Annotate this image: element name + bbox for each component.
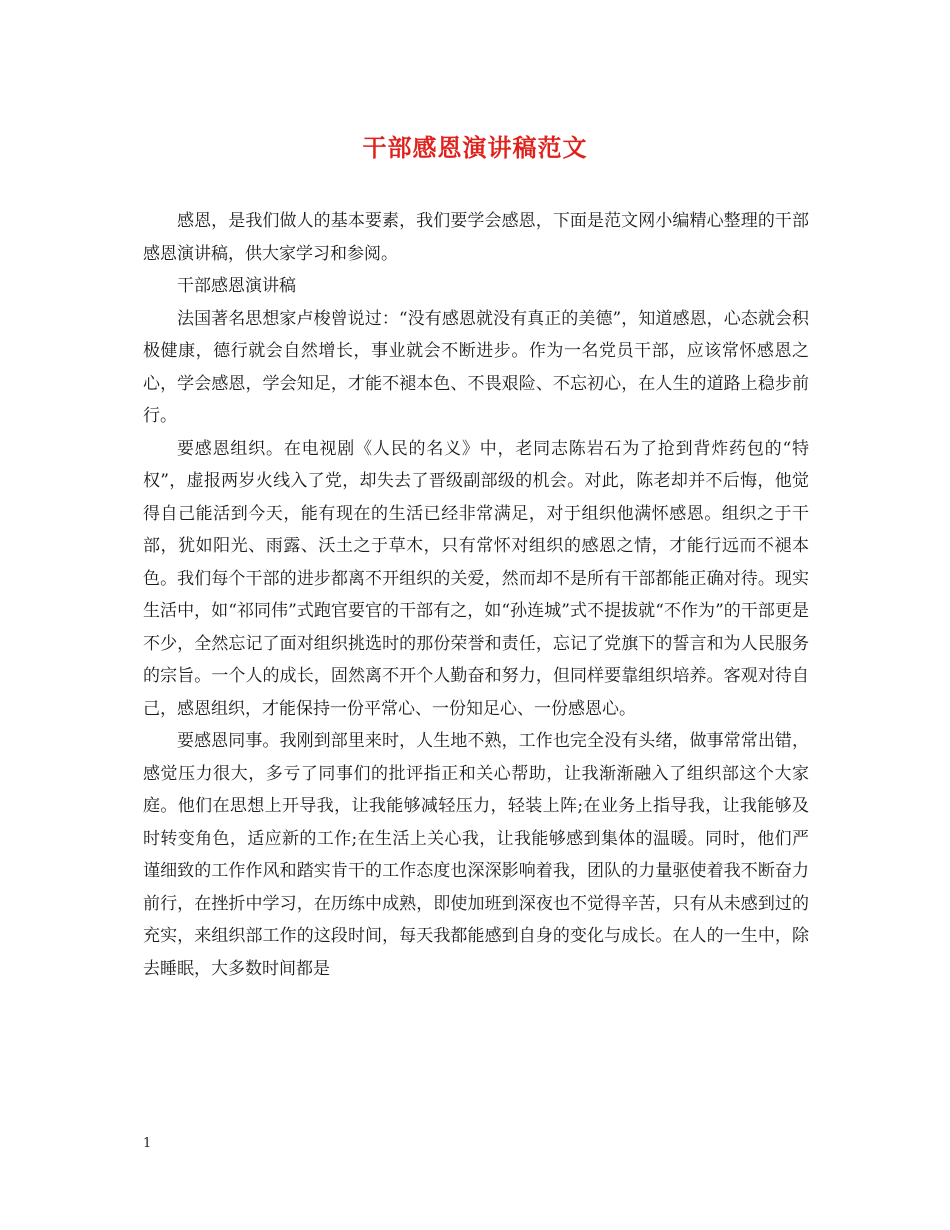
body-paragraph: 法国著名思想家卢梭曾说过：“没有感恩就没有真正的美德”，知道感恩，心态就会积极健康，德行就会自然增长，事业就会不断进步。作为一名党员干部，应该常怀感恩之心，学会感恩，学会知足，才能不褪本色、不畏艰险、不忘初心，在人生的道路上稳步前行。 (143, 308, 809, 426)
page-number: 1 (143, 1136, 152, 1151)
intro-paragraph: 感恩，是我们做人的基本要素，我们要学会感恩，下面是范文网小编精心整理的干部感恩演讲稿，供大家学习和参阅。 (143, 211, 809, 264)
document-title: 干部感恩演讲稿范文 (362, 133, 588, 162)
section-heading: 干部感恩演讲稿 (177, 276, 296, 296)
body-paragraph: 要感恩同事。我刚到部里来时，人生地不熟，工作也完全没有头绪，做事常常出错，感觉压力很大，多亏了同事们的批评指正和关心帮助，让我渐渐融入了组织部这个大家庭。他们在思想上开导我，让我能够减轻压力，轻装上阵;在业务上指导我，让我能够及时转变角色，适应新的工作;在生活上关心我，让我能够感到集体的温暖。同时，他们严谨细致的工作作风和踏实肯干的工作态度也深深影响着我，团队的力量驱使着我不断奋力前行，在挫折中学习，在历练中成熟，即使加班到深夜也不觉得辛苦，只有从未感到过的充实，来组织部工作的这段时间，每天我都能感到自身的变化与成长。在人的一生中，除去睡眠，大多数时间都是 (143, 731, 809, 979)
document-body (143, 205, 809, 985)
body-paragraph: 要感恩组织。在电视剧《人民的名义》中，老同志陈岩石为了抢到背炸药包的“特权”，虚报两岁火线入了党，却失去了晋级副部级的机会。对此，陈老却并不后悔，他觉得自己能活到今天，能有现在的生活已经非常满足，对于组织他满怀感恩。组织之于干部，犹如阳光、雨露、沃土之于草木，只有常怀对组织的感恩之情，才能行远而不褪本色。我们每个干部的进步都离不开组织的关爱，然而却不是所有干部都能正确对待。现实生活中，如“祁同伟”式跑官要官的干部有之，如“孙连城”式不提拔就“不作为”的干部更是不少，全然忘记了面对组织挑选时的那份荣誉和责任，忘记了党旗下的誓言和为人民服务的宗旨。一个人的成长，固然离不开个人勤奋和努力，但同样要靠组织培养。客观对待自己，感恩组织，才能保持一份平常心、一份知足心、一份感恩心。 (143, 438, 809, 719)
